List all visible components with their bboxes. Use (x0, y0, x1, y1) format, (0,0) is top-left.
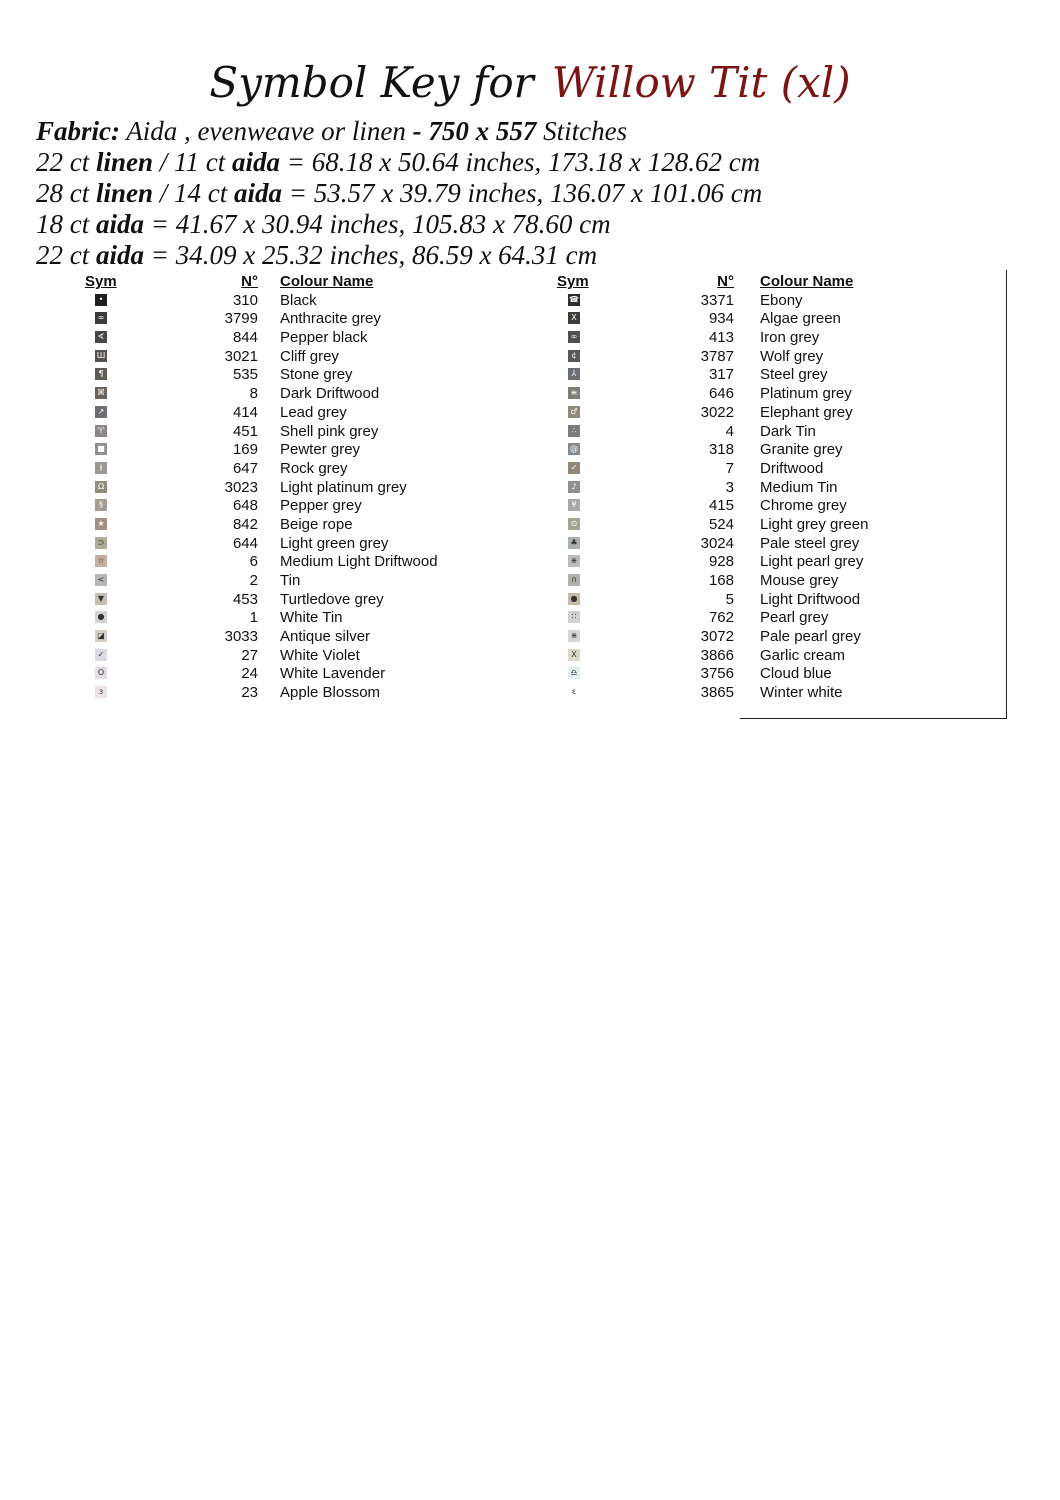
colour-number: 168 (708, 572, 734, 589)
table-row (552, 553, 1012, 572)
aida-label: aida (96, 240, 145, 270)
symbol-swatch: X (568, 649, 580, 661)
colour-number: 4 (725, 422, 734, 440)
symbol-swatch: • (95, 294, 107, 306)
colour-name: Turtledove grey (280, 590, 384, 608)
symbol-swatch: ∩ (568, 574, 580, 586)
table-row (552, 329, 1012, 348)
symbol-swatch: ¢ (568, 350, 580, 362)
symbol-swatch: ✓ (95, 649, 107, 661)
table-row (80, 553, 500, 572)
colour-name: Garlic cream (760, 646, 846, 664)
symbol-swatch: ¶ (95, 368, 107, 380)
table-row (552, 684, 1012, 703)
colour-number: 6 (249, 553, 258, 571)
symbol-swatch: ✓ (568, 462, 580, 474)
table-row (552, 423, 1012, 442)
colour-number: 934 (708, 310, 734, 328)
table-row (552, 404, 1012, 423)
linen-label: linen (96, 147, 154, 177)
table-row (552, 460, 1012, 479)
colour-name: Cliff grey (280, 347, 339, 365)
colour-number: 453 (232, 590, 258, 608)
table-row (552, 479, 1012, 498)
colour-number: 844 (232, 329, 258, 347)
symbol-swatch: ♎ (568, 667, 580, 679)
table-row (80, 329, 500, 348)
symbol-swatch: ∞ (95, 312, 107, 324)
colour-number: 169 (232, 441, 258, 459)
colour-number: 8 (249, 385, 258, 403)
symbol-swatch: O (95, 667, 107, 679)
fabric-sep: - (412, 116, 429, 146)
colour-name: Dark Tin (760, 422, 816, 440)
colour-number: 524 (708, 515, 734, 533)
table-row (552, 310, 1012, 329)
colour-number: 762 (708, 609, 734, 627)
size-text: = 41.67 x 30.94 inches, 105.83 x 78.60 cm (144, 209, 611, 239)
symbol-swatch: ⊃ (95, 537, 107, 549)
colour-number: 648 (232, 497, 258, 515)
colour-number: 3022 (700, 403, 734, 421)
stitch-suffix: Stitches (536, 116, 628, 146)
colour-number: 644 (232, 534, 258, 552)
colour-name: Medium Tin (760, 478, 838, 496)
symbol-swatch: ⋇ (568, 630, 580, 642)
table-row (552, 609, 1012, 628)
table-row (552, 665, 1012, 684)
table-row (80, 385, 500, 404)
table-row (80, 591, 500, 610)
table-header (552, 273, 1012, 292)
symbol-swatch: ▼ (95, 593, 107, 605)
fabric-label: Fabric: (36, 116, 120, 146)
table-row (80, 684, 500, 703)
table-row (80, 292, 500, 311)
colour-number: 646 (708, 385, 734, 403)
symbol-swatch: Ш (96, 350, 106, 360)
symbol-swatch: ◪ (95, 630, 107, 642)
table-row (552, 497, 1012, 516)
title-prefix: Symbol Key for (209, 58, 534, 107)
table-row (80, 479, 500, 498)
table-row (80, 366, 500, 385)
table-row (80, 310, 500, 329)
table-row (552, 572, 1012, 591)
colour-name: Cloud blue (760, 665, 832, 683)
symbol-swatch: ● (568, 593, 580, 605)
page-title (0, 58, 1060, 107)
symbol-swatch: ∷ (568, 611, 580, 623)
fabric-line-5 (36, 240, 1036, 271)
symbol-swatch: ⅄ (568, 368, 580, 380)
colour-name: White Tin (280, 609, 343, 627)
colour-number: 24 (241, 665, 258, 683)
symbol-swatch: ≡ (568, 387, 580, 399)
colour-number: 318 (708, 441, 734, 459)
colour-name: Tin (280, 572, 301, 589)
table-row (80, 535, 500, 554)
symbol-swatch: ♣ (568, 537, 580, 549)
colour-name: White Lavender (280, 665, 386, 683)
table-row (80, 348, 500, 367)
colour-name: Driftwood (760, 459, 824, 477)
colour-name: Steel grey (760, 366, 828, 384)
header-name: Colour Name (760, 273, 854, 290)
fabric-line-2 (36, 147, 1036, 178)
colour-number: 3865 (700, 684, 734, 702)
colour-name: Pepper grey (280, 497, 362, 515)
symbol-swatch: ⊙ (568, 518, 580, 530)
colour-name: Platinum grey (760, 385, 852, 403)
colour-number: 647 (232, 459, 258, 477)
header-name: Colour Name (280, 273, 374, 290)
symbol-swatch: ⌘ (97, 388, 105, 398)
table-row (552, 535, 1012, 554)
symbol-swatch: ∢ (95, 331, 107, 343)
symbol-table-right (552, 273, 1012, 703)
colour-name: White Violet (280, 646, 360, 664)
colour-number: 2 (249, 572, 258, 589)
border-line-vertical (1006, 270, 1007, 719)
colour-number: 27 (241, 646, 258, 664)
colour-number: 3866 (700, 646, 734, 664)
colour-number: 310 (232, 291, 258, 309)
colour-name: Shell pink grey (280, 422, 379, 440)
table-row (552, 441, 1012, 460)
colour-name: Elephant grey (760, 403, 853, 421)
table-row (80, 647, 500, 666)
colour-name: Antique silver (280, 628, 371, 646)
colour-name: Light Driftwood (760, 590, 861, 608)
colour-number: 535 (232, 366, 258, 384)
colour-number: 413 (708, 329, 734, 347)
colour-number: 3024 (700, 534, 734, 552)
table-row (552, 292, 1012, 311)
colour-number: 3 (725, 478, 734, 496)
fabric-line-1 (36, 116, 1036, 147)
colour-number: 415 (708, 497, 734, 515)
fabric-line-4 (36, 209, 1036, 240)
colour-name: Iron grey (760, 329, 820, 347)
symbol-swatch: ¥ (568, 499, 580, 511)
symbol-table-left (80, 273, 500, 703)
aida-label: aida (232, 147, 281, 177)
colour-name: Medium Light Driftwood (280, 553, 438, 571)
symbol-swatch: ɜ (95, 686, 107, 698)
symbol-swatch: § (95, 499, 107, 511)
header-sym: Sym (85, 273, 117, 290)
symbol-swatch: X (568, 312, 580, 324)
symbol-swatch: ε (568, 686, 580, 698)
colour-name: Pewter grey (280, 441, 361, 459)
colour-name: Chrome grey (760, 497, 847, 515)
table-row (552, 628, 1012, 647)
colour-name: Rock grey (280, 459, 348, 477)
symbol-swatch: @ (570, 444, 578, 454)
colour-number: 3787 (700, 347, 734, 365)
symbol-swatch: ☆ (95, 555, 107, 567)
colour-name: Winter white (760, 684, 843, 702)
count-a: 22 ct (36, 240, 96, 270)
fabric-line-3 (36, 178, 1036, 209)
colour-number: 5 (725, 590, 734, 608)
colour-name: Algae green (760, 310, 841, 328)
table-row (552, 348, 1012, 367)
table-row (80, 665, 500, 684)
aida-label: aida (96, 209, 145, 239)
colour-number: 23 (241, 684, 258, 702)
colour-name: Light platinum grey (280, 478, 407, 496)
colour-name: Pale pearl grey (760, 628, 861, 646)
size-text: = 53.57 x 39.79 inches, 136.07 x 101.06 cm (282, 178, 763, 208)
colour-number: 3756 (700, 665, 734, 683)
colour-number: 7 (725, 459, 734, 477)
colour-number: 3023 (224, 478, 258, 496)
symbol-swatch: ● (95, 611, 107, 623)
symbol-swatch: ∴ (568, 425, 580, 437)
symbol-swatch: Ω (95, 481, 107, 493)
symbol-swatch: ♈ (95, 425, 107, 437)
fabric-types: Aida , evenweave or linen (120, 116, 413, 146)
symbol-swatch: ♪ (568, 481, 580, 493)
colour-number: 3371 (700, 291, 734, 309)
count-c: / 11 ct (153, 147, 233, 177)
count-c: / 14 ct (153, 178, 235, 208)
count-a: 22 ct (36, 147, 96, 177)
stitch-count: 750 x 557 (428, 116, 537, 146)
colour-number: 1 (249, 609, 258, 627)
header-sym: Sym (557, 273, 589, 290)
colour-name: Light green grey (280, 534, 389, 552)
colour-name: Anthracite grey (280, 310, 381, 328)
colour-number: 928 (708, 553, 734, 571)
border-line-horizontal (740, 718, 1007, 719)
colour-name: Beige rope (280, 515, 353, 533)
colour-number: 3799 (224, 310, 258, 328)
colour-name: Wolf grey (760, 347, 824, 365)
count-a: 18 ct (36, 209, 96, 239)
table-row (552, 385, 1012, 404)
table-row (80, 628, 500, 647)
count-a: 28 ct (36, 178, 96, 208)
table-row (552, 366, 1012, 385)
colour-name: Lead grey (280, 403, 347, 421)
symbol-swatch: ■ (95, 443, 107, 455)
table-row (80, 460, 500, 479)
size-text: = 34.09 x 25.32 inches, 86.59 x 64.31 cm (144, 240, 598, 270)
colour-name: Pearl grey (760, 609, 829, 627)
symbol-swatch: ↗ (95, 406, 107, 418)
symbol-swatch: ♂ (568, 406, 580, 418)
colour-number: 842 (232, 515, 258, 533)
colour-number: 414 (232, 403, 258, 421)
colour-name: Granite grey (760, 441, 843, 459)
colour-number: 451 (232, 422, 258, 440)
colour-name: Dark Driftwood (280, 385, 380, 403)
colour-number: 3033 (224, 628, 258, 646)
symbol-swatch: ★ (95, 518, 107, 530)
symbol-swatch: ⫲ (95, 462, 107, 474)
table-row (552, 591, 1012, 610)
header-num: N° (717, 273, 734, 290)
colour-name: Stone grey (280, 366, 353, 384)
symbol-swatch: ☎ (569, 294, 579, 304)
symbol-swatch: ∞ (568, 331, 580, 343)
title-accent: Willow Tit (xl) (551, 58, 851, 107)
table-row (80, 497, 500, 516)
table-row (552, 647, 1012, 666)
fabric-info (36, 116, 1036, 271)
symbol-swatch: ⋇ (568, 555, 580, 567)
colour-name: Light grey green (760, 515, 869, 533)
symbol-swatch: < (95, 574, 107, 586)
table-header (80, 273, 500, 292)
colour-name: Ebony (760, 291, 803, 309)
colour-name: Pale steel grey (760, 534, 860, 552)
colour-number: 317 (708, 366, 734, 384)
table-row (552, 516, 1012, 535)
colour-name: Mouse grey (760, 572, 839, 589)
table-row (80, 404, 500, 423)
header-num: N° (241, 273, 258, 290)
table-row (80, 609, 500, 628)
colour-number: 3072 (700, 628, 734, 646)
colour-name: Light pearl grey (760, 553, 864, 571)
table-row (80, 441, 500, 460)
size-text: = 68.18 x 50.64 inches, 173.18 x 128.62 cm (280, 147, 761, 177)
colour-name: Apple Blossom (280, 684, 381, 702)
colour-name: Black (280, 291, 317, 309)
colour-number: 3021 (224, 347, 258, 365)
table-row (80, 572, 500, 591)
aida-label: aida (234, 178, 283, 208)
table-row (80, 423, 500, 442)
table-row (80, 516, 500, 535)
colour-name: Pepper black (280, 329, 368, 347)
linen-label: linen (96, 178, 154, 208)
